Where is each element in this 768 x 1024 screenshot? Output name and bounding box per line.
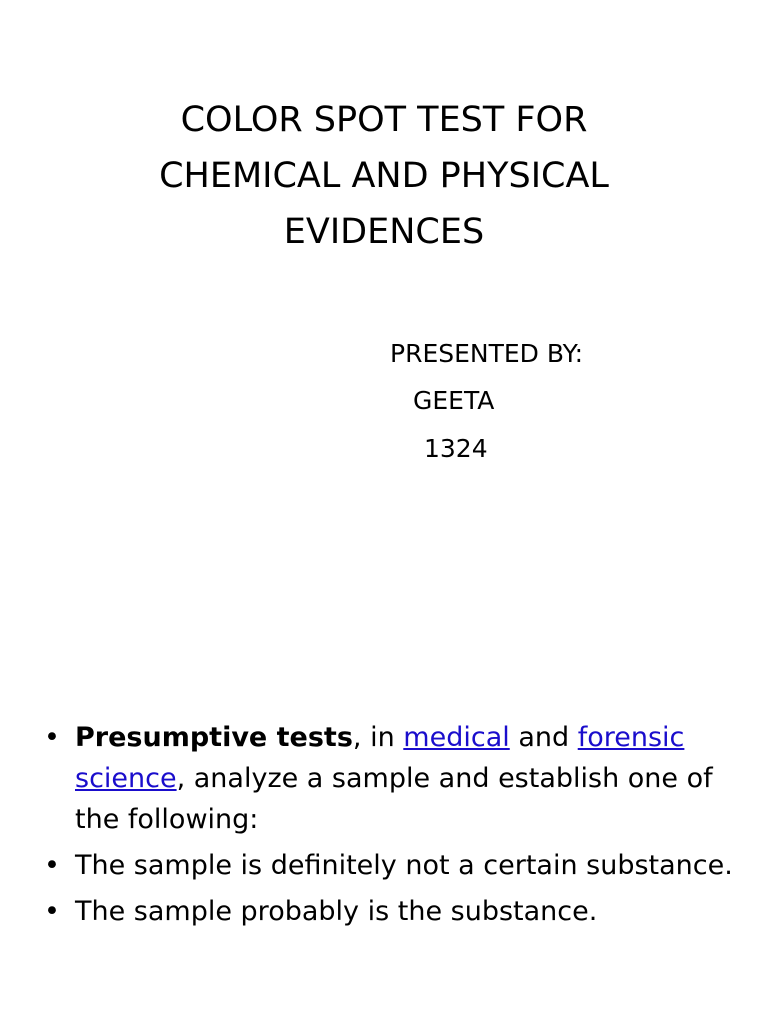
bullet-text: , analyze a sample and establish one of the following: [75, 763, 713, 835]
bold-term: Presumptive tests [75, 722, 353, 753]
forensic-science-link[interactable]: forensic science [75, 722, 685, 794]
bullet-text: , in [352, 722, 404, 753]
title-line-1: COLOR SPOT TEST FOR [180, 100, 588, 140]
bullet-dot-icon: • [44, 850, 60, 881]
medical-link[interactable]: medical [403, 722, 510, 753]
bullet-list [44, 717, 744, 937]
bullet-text: and [509, 722, 578, 753]
bullet-item-presumptive-tests [44, 717, 744, 840]
content-slide [0, 512, 768, 1024]
bullet-item-probably-substance [44, 891, 744, 932]
bullet-dot-icon: • [44, 896, 60, 927]
title-line-3: EVIDENCES [283, 212, 485, 252]
slide-title [60, 92, 708, 260]
bullet-text: The sample probably is the substance. [75, 896, 598, 927]
title-line-2: CHEMICAL AND PHYSICAL [159, 156, 609, 196]
bullet-dot-icon: • [44, 722, 60, 753]
bullet-text: The sample is definitely not a certain substance. [75, 850, 733, 881]
bullet-item-not-substance [44, 845, 744, 886]
presenter-label: PRESENTED BY: [390, 339, 584, 368]
presenter-id: 1324 [424, 434, 488, 463]
presenter-name: GEETA [413, 386, 495, 415]
